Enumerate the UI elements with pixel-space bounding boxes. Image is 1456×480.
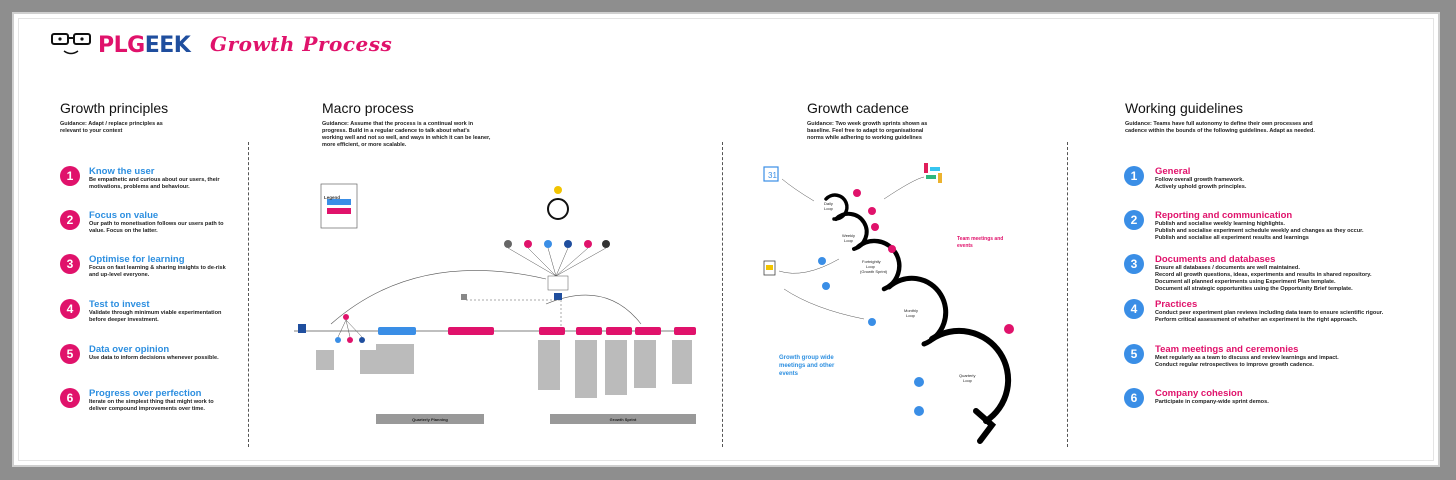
macro-guidance: Guidance: Assume that the process is a continual work in progress. Build in a regular cadence to talk about what's working well and not so well, and ways in which it can be leaner, more efficient, or more scalable. — [322, 121, 491, 148]
loop-label: Daily — [824, 201, 833, 206]
number-badge: 2 — [60, 210, 80, 230]
number-badge: 3 — [60, 254, 80, 274]
lightbulb-icon — [554, 186, 562, 194]
brand-name-part2: EEK — [144, 32, 191, 58]
process-step-box — [539, 327, 565, 335]
guideline-text: Publish and socialise weekly learning highlights. Publish and socialise experiment schedule weekly and changes as they occur. Publish and socialise all experiment results and learnings — [1155, 221, 1364, 241]
guideline-title: Reporting and communication — [1155, 210, 1293, 221]
feedback-arc — [331, 270, 546, 324]
opportunity-icon — [461, 294, 467, 300]
guideline-title: Practices — [1155, 299, 1198, 310]
principle-title: Optimise for learning — [89, 254, 185, 265]
divider — [248, 142, 249, 447]
svg-text:31: 31 — [768, 171, 777, 180]
number-badge: 2 — [1124, 210, 1144, 230]
principles-guidance: Guidance: Adapt / replace principles as relevant to your context — [60, 121, 163, 134]
process-step-box — [674, 327, 696, 335]
macro-heading: Macro process — [322, 100, 414, 116]
divider — [1067, 142, 1068, 447]
guideline-item — [1124, 166, 1246, 191]
svg-text:Quarterly: Quarterly — [959, 373, 976, 378]
principle-item — [60, 299, 231, 324]
svg-text:Monthly: Monthly — [904, 308, 919, 313]
page-title: Growth Process — [210, 32, 393, 56]
board — [12, 12, 1440, 467]
svg-text:Loop: Loop — [866, 264, 875, 269]
cadence-guidance: Guidance: Two week growth sprints shown as baseline. Feel free to adapt to organisational norms while adhering to working guidelines — [807, 121, 928, 141]
principle-text: Validate through minimum viable experimentation before deeper investment. — [89, 310, 222, 323]
meeting-nodes — [818, 189, 1014, 416]
hypothesis-box — [548, 276, 568, 290]
guideline-item — [1124, 254, 1372, 293]
number-badge: 5 — [60, 344, 80, 364]
planning-doc-icon — [298, 324, 306, 333]
team-meetings-note: Team meetings and events — [957, 236, 1004, 249]
guideline-item — [1124, 210, 1364, 242]
principle-text: Our path to monetisation follows our users path to value. Focus on the latter. — [89, 221, 224, 234]
growth-group-note: Growth group wide meetings and other events — [779, 355, 835, 377]
guideline-title: General — [1155, 166, 1191, 177]
legend-box — [321, 184, 357, 228]
svg-text:Fortnightly: Fortnightly — [862, 259, 881, 264]
number-badge: 6 — [60, 388, 80, 408]
process-step-box — [576, 327, 602, 335]
svg-text:Weekly: Weekly — [842, 233, 856, 238]
principle-title: Test to invest — [89, 299, 150, 310]
backlog-icon — [554, 293, 562, 300]
svg-text:(Growth Sprint): (Growth Sprint) — [860, 269, 888, 274]
brand-logo — [50, 32, 190, 58]
principle-item — [60, 254, 231, 279]
team-node-icon — [347, 337, 353, 343]
guideline-text: Conduct peer experiment plan reviews including data team to ensure scientific rigour. Perform critical assessment of whether an experiment is the right approach. — [1155, 310, 1384, 323]
guideline-text: Participate in company-wide sprint demos. — [1155, 399, 1269, 405]
principle-item — [60, 344, 219, 364]
input-icons — [504, 240, 610, 276]
team-node-icon — [343, 314, 349, 320]
quarterly-planning-bar: Quarterly Planning — [376, 414, 484, 424]
svg-text:Loop: Loop — [906, 313, 915, 318]
guideline-text: Follow overall growth framework. Actively uphold growth principles. — [1155, 177, 1247, 190]
step-description-text — [316, 340, 692, 398]
number-badge: 4 — [1124, 299, 1144, 319]
guideline-item — [1124, 344, 1339, 369]
divider — [722, 142, 723, 447]
svg-text:Loop: Loop — [824, 206, 833, 211]
glasses-face-icon — [50, 32, 94, 58]
guideline-text: Meet regularly as a team to discuss and review learnings and impact. Conduct regular retrospectives to improve growth cadence. — [1155, 355, 1339, 368]
team-node-icon — [359, 337, 365, 343]
principle-title: Focus on value — [89, 210, 159, 221]
guideline-item — [1124, 388, 1269, 408]
guideline-title: Company cohesion — [1155, 388, 1243, 399]
number-badge: 3 — [1124, 254, 1144, 274]
principle-item — [60, 388, 231, 413]
number-badge: 1 — [1124, 166, 1144, 186]
legend-swatch-pink — [327, 208, 351, 214]
guideline-title: Documents and databases — [1155, 254, 1276, 265]
brand-name-part1: PLG — [98, 32, 145, 58]
cadence-spiral — [826, 195, 1008, 441]
principle-item — [60, 210, 231, 235]
guidelines-heading: Working guidelines — [1125, 100, 1244, 116]
legend-title: Legend — [324, 195, 341, 200]
number-badge: 6 — [1124, 388, 1144, 408]
guideline-item — [1124, 299, 1383, 324]
process-step-box — [448, 327, 494, 335]
number-badge: 1 — [60, 166, 80, 186]
process-step-box — [606, 327, 632, 335]
principle-title: Progress over perfection — [89, 388, 202, 399]
team-node-icon — [335, 337, 341, 343]
slack-icon — [924, 163, 942, 183]
process-step-box — [635, 327, 661, 335]
number-badge: 4 — [60, 299, 80, 319]
principle-text: Iterate on the simplest thing that might work to deliver compound improvements over time. — [89, 399, 214, 412]
principle-title: Know the user — [89, 166, 155, 177]
brand-name — [98, 33, 190, 58]
number-badge: 5 — [1124, 344, 1144, 364]
principle-text: Focus on fast learning & sharing insights to de-risk and up-level everyone. — [89, 265, 226, 278]
guideline-title: Team meetings and ceremonies — [1155, 344, 1299, 355]
guidelines-guidance: Guidance: Teams have full autonomy to define their own processes and cadence within the bounds of the following guidelines. Adapt as needed. — [1125, 121, 1315, 134]
principle-item — [60, 166, 231, 191]
ideation-cycle-icon — [548, 199, 568, 219]
svg-text:Loop: Loop — [844, 238, 853, 243]
cadence-heading: Growth cadence — [807, 100, 909, 116]
principles-heading: Growth principles — [60, 100, 169, 116]
svg-text:Loop: Loop — [963, 378, 972, 383]
principle-title: Data over opinion — [89, 344, 170, 355]
guideline-text: Ensure all databases / documents are well maintained. Record all growth questions, ideas, experiments and results in shared repository. Document all planned experiments using Experiment Plan template. Document all strategic opportunities using the Opportunity Brief template. — [1155, 265, 1372, 292]
process-step-box — [378, 327, 416, 335]
growth-cadence-diagram — [754, 149, 1054, 449]
growth-sprint-bar: Growth Sprint — [550, 414, 696, 424]
principle-text: Be empathetic and curious about our users, their motivations, problems and behaviour. — [89, 177, 220, 190]
principle-text: Use data to inform decisions whenever possible. — [89, 355, 219, 361]
